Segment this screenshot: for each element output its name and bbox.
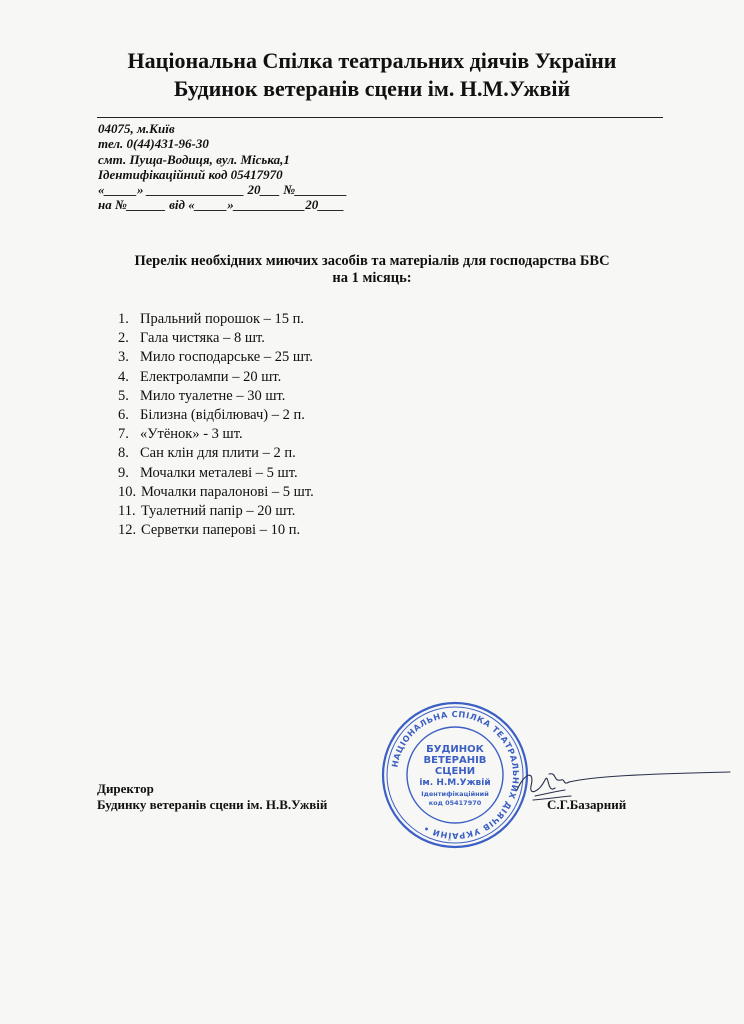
list-item-text: Серветки паперові – 10 п. [141,522,301,539]
address-street: смт. Пуща-Водиця, вул. Міська,1 [98,151,290,167]
list-item [118,329,314,348]
list-title-line-1: Перелік необхідних миючих засобів та матеріалів для господарства БВС [134,253,610,269]
stamp-center-line: БУДИНОК [426,744,484,755]
list-item [118,368,314,387]
list-item-text: Туалетний папір – 20 шт. [141,503,296,520]
signature-position [97,781,327,813]
list-item [118,502,314,521]
stamp-ring-text: НАЦІОНАЛЬНА СПІЛКА ТЕАТРАЛЬНИХ ДІЯЧІВ УКРАЇНИ • [389,708,522,842]
list-item [118,387,314,406]
address-city: 04075, м.Київ [98,121,175,136]
list-item-text: «Утёнок» - 3 шт. [140,426,243,443]
stamp-center-line: СЦЕНИ [434,766,476,777]
list-item-text: Пральний порошок – 15 п. [140,311,305,327]
list-item [118,521,314,540]
list-item-number: 5. [118,387,129,404]
list-item-number: 1. [118,311,129,327]
incoming-reference-line: на №______ від «_____»___________20____ [98,197,345,213]
address-id-code: Ідентифікаційний код 05417970 [98,166,283,182]
address-phone: тел. 0(44)431-96-30 [98,136,209,152]
list-title-line-2: на 1 місяць: [332,270,412,286]
list-item [118,464,314,483]
list-item-text: Білизна (відбілювач) – 2 п. [140,407,305,424]
list-item-text: Мило господарське – 25 шт. [140,349,313,366]
list-item-text: Мочалки металеві – 5 шт. [140,464,298,481]
organization-name: Національна Спілка театральних діячів України [127,48,617,73]
list-item-number: 11. [118,503,136,520]
signer-name: С.Г.Базарний [547,797,627,812]
list-item-number: 4. [118,368,129,385]
address-block [98,121,347,213]
list-item-text: Мочалки паралонові – 5 шт. [141,483,314,500]
list-item [118,444,314,463]
list-item-number: 12. [118,522,137,539]
list-item-text: Мило туалетне – 30 шт. [140,387,286,404]
stamp-center-line: код 05417970 [428,799,482,807]
stamp-center-line: ім. Н.М.Ужвій [419,778,491,788]
list-item-number: 3. [118,349,129,366]
list-item-number: 6. [118,407,129,424]
handwritten-signature [505,752,735,812]
list-item-number: 7. [118,426,129,443]
list-item-number: 10. [118,483,137,500]
list-item-text: Сан клін для плити – 2 п. [140,445,296,462]
list-item [118,406,314,425]
list-item-text: Гала чистяка – 8 шт. [140,330,265,347]
outgoing-number-line: «_____» _______________ 20___ №________ [98,182,348,198]
list-item [118,483,314,502]
list-item [118,348,314,367]
list-item-number: 2. [118,330,129,347]
position-institution: Будинку ветеранів сцени ім. Н.В.Ужвій [97,797,328,812]
stamp-center-line: ВЕТЕРАНІВ [423,755,487,766]
position-title: Директор [97,781,154,796]
supplies-list [118,310,314,540]
list-item-text: Електролампи – 20 шт. [140,368,282,385]
list-item [118,425,314,444]
list-item-number: 8. [118,445,129,462]
list-item-number: 9. [118,464,129,481]
list-item [118,310,314,329]
stamp-center-line: Ідентифікаційний [421,790,489,798]
institution-name: Будинок ветеранів сцени ім. Н.М.Ужвій [173,76,571,101]
list-title [0,253,744,287]
header-divider [97,117,663,118]
